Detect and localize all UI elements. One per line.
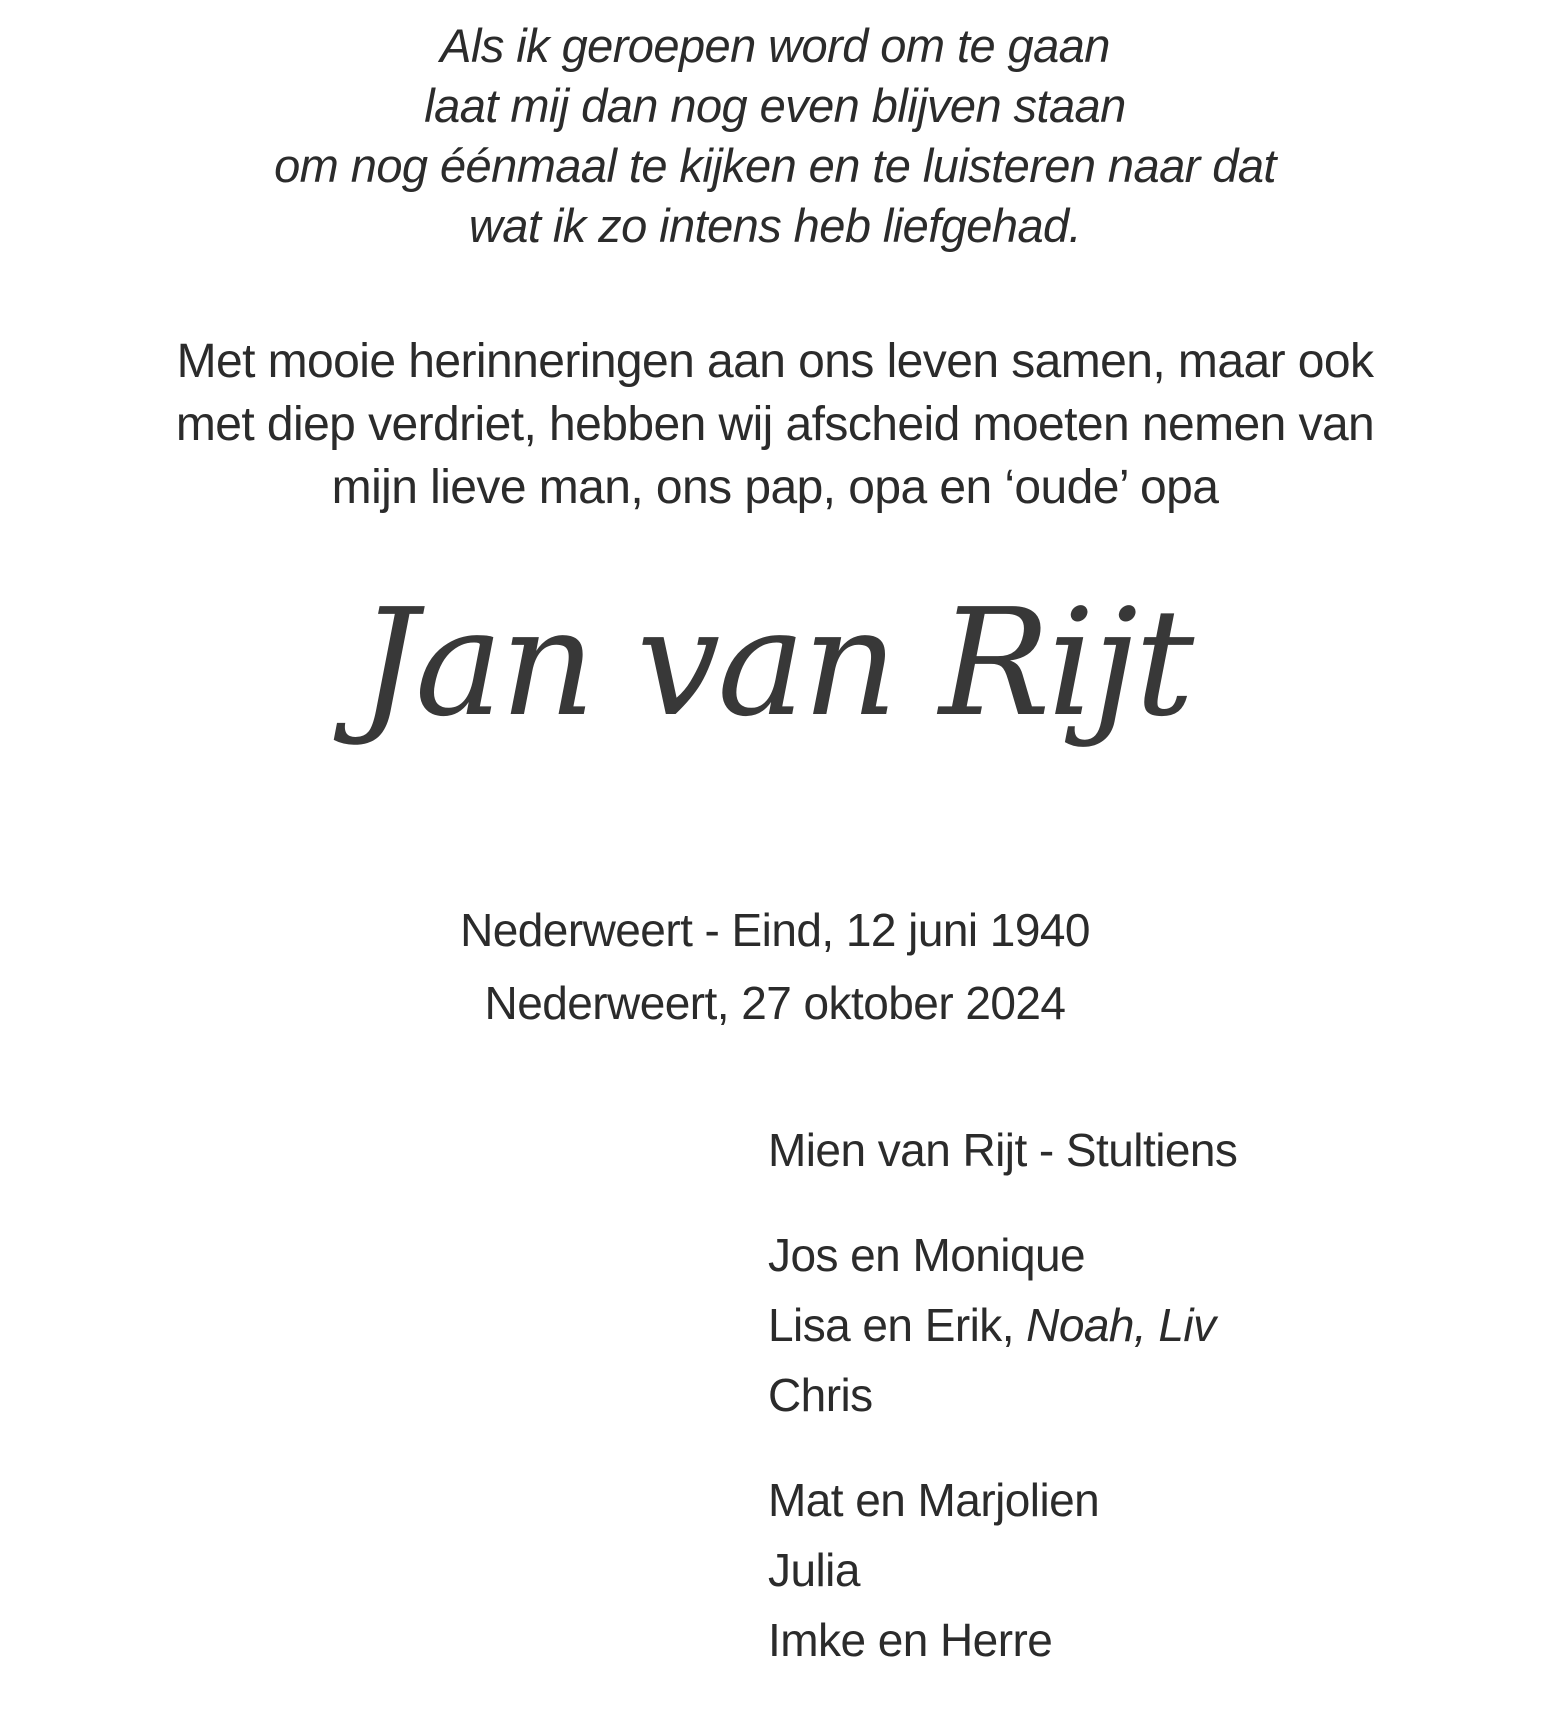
family-group-2	[768, 1465, 1550, 1675]
family-group-spouse	[768, 1115, 1550, 1185]
announcement-line-1: Met mooie herinneringen aan ons leven samen, maar ook	[176, 335, 1374, 388]
family-member-line	[768, 1290, 1550, 1360]
poem-line-4: wat ik zo intens heb liefgehad.	[468, 199, 1082, 252]
poem-line-3: om nog éénmaal te kijken en te luisteren naar dat	[274, 139, 1276, 192]
family-member-line: Julia	[768, 1544, 860, 1596]
announcement-paragraph	[0, 330, 1550, 519]
grandchildren-names: Noah, Liv	[1026, 1299, 1216, 1351]
birth-place-date: Nederweert - Eind, 12 juni 1940	[460, 904, 1090, 956]
family-member-line: Jos en Monique	[768, 1229, 1086, 1281]
family-member-line: Mat en Marjolien	[768, 1474, 1100, 1526]
family-member-line: Imke en Herre	[768, 1614, 1053, 1666]
family-member-line: Chris	[768, 1369, 873, 1421]
family-names	[768, 1115, 1550, 1675]
life-dates	[0, 894, 1550, 1040]
announcement-line-3: mijn lieve man, ons pap, opa en ‘oude’ opa	[331, 461, 1219, 514]
family-group-1	[768, 1220, 1550, 1430]
family-member-names: Lisa en Erik,	[768, 1299, 1027, 1351]
opening-poem	[0, 16, 1550, 256]
poem-line-1: Als ik geroepen word om te gaan	[440, 19, 1110, 72]
spouse-name: Mien van Rijt - Stultiens	[768, 1124, 1238, 1176]
announcement-line-2: met diep verdriet, hebben wij afscheid moeten nemen van	[175, 398, 1375, 451]
deceased-name-signature: Jan van Rijt	[358, 577, 1192, 749]
poem-line-2: laat mij dan nog even blijven staan	[424, 79, 1126, 132]
death-place-date: Nederweert, 27 oktober 2024	[484, 977, 1066, 1029]
